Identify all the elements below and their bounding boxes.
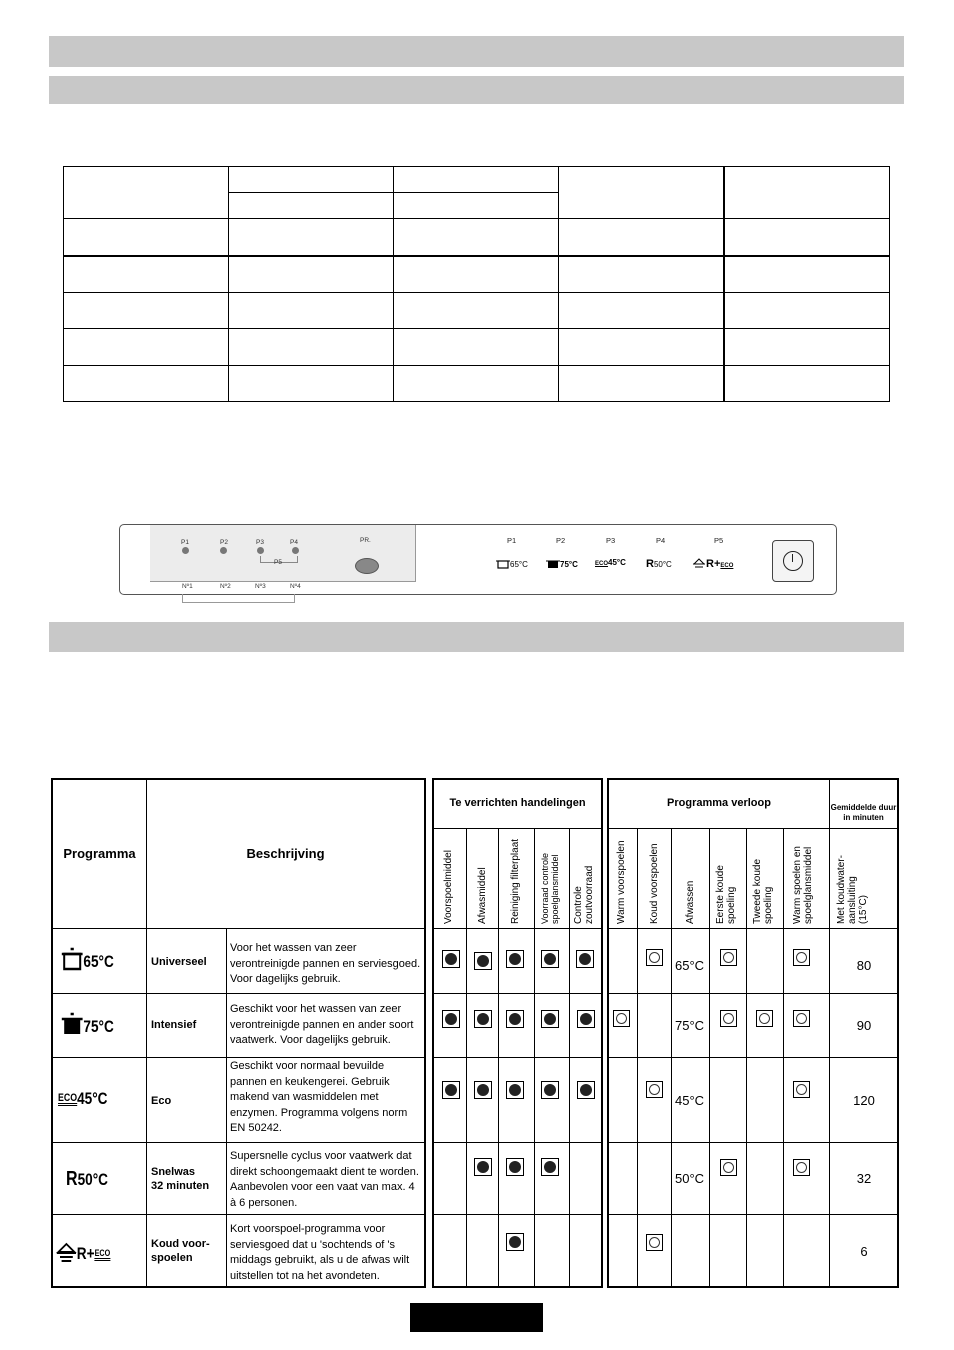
sub-header: Warm voorspoelen xyxy=(616,840,627,924)
pr-label: PR. xyxy=(360,537,371,544)
pot-filled-icon xyxy=(546,558,560,569)
program-name: Intensief xyxy=(151,1019,197,1031)
power-icon xyxy=(783,551,803,571)
program-code: P1 xyxy=(507,536,517,545)
program-name: Koud voor- spoelen xyxy=(151,1238,210,1264)
wash-temperature: 50°C xyxy=(675,1171,705,1186)
button-number: Nº2 xyxy=(220,583,231,590)
program-name: Snelwas 32 minuten xyxy=(151,1166,210,1192)
program-description: Geschikt voor normaal bevuilde pannen en keukengerei. Gebruik makend van wasmiddelen met enzymen. Programma volgens norm EN 50242. xyxy=(230,1060,408,1134)
program-indicator-p2: 75°C xyxy=(546,558,578,569)
sub-header: Voorraad controle spoelglansmiddel xyxy=(540,852,560,924)
program-button[interactable] xyxy=(355,558,379,574)
sub-header: Afwassen xyxy=(685,880,696,924)
eco-icon: ECO xyxy=(595,561,609,567)
pot-icon xyxy=(496,558,510,569)
led-label: P4 xyxy=(290,539,298,546)
sub-header: Met koudwater- aansluiting (15°C) xyxy=(836,855,869,924)
action-marker xyxy=(541,1081,559,1099)
action-marker xyxy=(474,952,492,970)
button-number: Nº1 xyxy=(182,583,193,590)
phase-marker xyxy=(646,1081,663,1098)
sub-header: Controle zoutvoorraad xyxy=(573,865,595,924)
power-button[interactable] xyxy=(772,540,814,582)
program-name: Universeel xyxy=(151,956,207,968)
program-code: P3 xyxy=(606,536,616,545)
sub-header: Voorspoelmiddel xyxy=(443,850,454,924)
led-p3 xyxy=(257,547,264,554)
sub-header: Afwasmiddel xyxy=(477,867,488,924)
action-marker xyxy=(442,1081,460,1099)
rapid-icon: R50°C xyxy=(66,1168,108,1190)
program-indicator-p1: 65°C xyxy=(496,558,528,569)
group-verloop-header: Programma verloop xyxy=(667,797,771,809)
program-name: Eco xyxy=(151,1095,172,1107)
program-indicator-p5: R+ECO xyxy=(692,558,733,570)
sub-header: Reiniging filterplaat xyxy=(510,838,521,924)
action-marker xyxy=(541,1010,559,1028)
wash-temperature: 65°C xyxy=(675,958,705,973)
action-marker xyxy=(541,950,559,968)
phase-marker xyxy=(720,1159,737,1176)
phase-marker xyxy=(613,1010,630,1027)
blank-grid-table xyxy=(63,166,890,402)
eco-icon: ECO xyxy=(720,563,734,569)
program-description: Geschikt voor het wassen van zeer verontreinigde pannen en ander soort vaatwerk. Voor dagelijks gebruik. xyxy=(230,1003,414,1046)
program-description: Kort voorspoel-programma voor serviesgoed dat u 'sochtends of 's middags gebruikt, als u de afwas wilt uitstellen tot na het avondeten. xyxy=(230,1223,410,1282)
phase-marker xyxy=(793,1081,810,1098)
action-marker xyxy=(506,1158,524,1176)
action-marker xyxy=(577,1010,595,1028)
duration-value: 90 xyxy=(856,1018,872,1033)
subsection-header-bar xyxy=(49,76,904,104)
col-programma-header: Programma xyxy=(63,846,136,861)
wash-temperature: 45°C xyxy=(675,1093,705,1108)
phase-marker xyxy=(756,1010,773,1027)
rapid-icon: R xyxy=(646,558,654,570)
program-indicator-p3: ECO45°C xyxy=(595,558,626,567)
program-indicator-p4: R50°C xyxy=(646,558,672,570)
phase-marker xyxy=(646,1234,663,1251)
duration-value: 6 xyxy=(860,1244,868,1259)
section-header-bar xyxy=(49,622,904,652)
phase-marker xyxy=(646,949,663,966)
prewash-icon: R+ECO xyxy=(56,1241,110,1264)
phase-marker xyxy=(720,949,737,966)
action-marker xyxy=(541,1158,559,1176)
led-p4 xyxy=(292,547,299,554)
action-marker xyxy=(506,1010,524,1028)
program-description: Voor het wassen van zeer verontreinigde pannen en serviesgoed. Voor dagelijks gebruik. xyxy=(230,942,421,985)
shower-icon xyxy=(692,558,706,569)
program-code: P4 xyxy=(656,536,666,545)
action-marker xyxy=(506,1233,524,1251)
duration-value: 32 xyxy=(856,1171,872,1186)
panel-button-area xyxy=(150,525,416,582)
page-footer-block xyxy=(410,1303,543,1332)
phase-marker xyxy=(793,949,810,966)
led-p2 xyxy=(220,547,227,554)
action-marker xyxy=(506,1081,524,1099)
phase-marker xyxy=(720,1010,737,1027)
pot-filled-icon: 75°C xyxy=(61,1012,114,1037)
led-label: P1 xyxy=(181,539,189,546)
group-duur-header: Gemiddelde duur in minuten xyxy=(830,803,897,822)
duration-value: 80 xyxy=(856,958,872,973)
wash-temperature: 75°C xyxy=(675,1018,705,1033)
phase-marker xyxy=(793,1159,810,1176)
sub-header: Eerste koude spoeling xyxy=(715,865,737,924)
phase-marker xyxy=(793,1010,810,1027)
action-marker xyxy=(577,1081,595,1099)
program-code: P5 xyxy=(714,536,724,545)
button-group-bracket xyxy=(182,594,295,603)
program-code: P2 xyxy=(556,536,566,545)
section-header-bar xyxy=(49,36,904,67)
group-handelingen-header: Te verrichten handelingen xyxy=(449,797,586,809)
duration-value: 120 xyxy=(853,1093,875,1108)
led-label: P3 xyxy=(256,539,264,546)
button-number: Nº3 xyxy=(255,583,266,590)
action-marker xyxy=(442,1010,460,1028)
action-marker xyxy=(474,1158,492,1176)
sub-header: Koud voorspoelen xyxy=(649,843,660,924)
led-p1 xyxy=(182,547,189,554)
pot-icon: 65°C xyxy=(61,947,114,972)
action-marker xyxy=(576,950,594,968)
program-description: Supersnelle cyclus voor vaatwerk dat direkt schoongemaakt dient te worden. Aanbevolen voor een vaat van max. 4 à 6 personen. xyxy=(230,1150,419,1209)
p5-label: P5 xyxy=(274,559,282,566)
button-number: Nº4 xyxy=(290,583,301,590)
sub-header: Tweede koude spoeling xyxy=(752,858,774,924)
action-marker xyxy=(474,1081,492,1099)
control-panel xyxy=(119,524,837,595)
col-beschrijving-header: Beschrijving xyxy=(246,846,325,861)
eco-icon: ECO45°C xyxy=(58,1089,108,1108)
action-marker xyxy=(506,950,524,968)
led-label: P2 xyxy=(220,539,228,546)
action-marker xyxy=(474,1010,492,1028)
sub-header: Warm spoelen en spoelglansmiddel xyxy=(792,846,814,924)
action-marker xyxy=(442,950,460,968)
